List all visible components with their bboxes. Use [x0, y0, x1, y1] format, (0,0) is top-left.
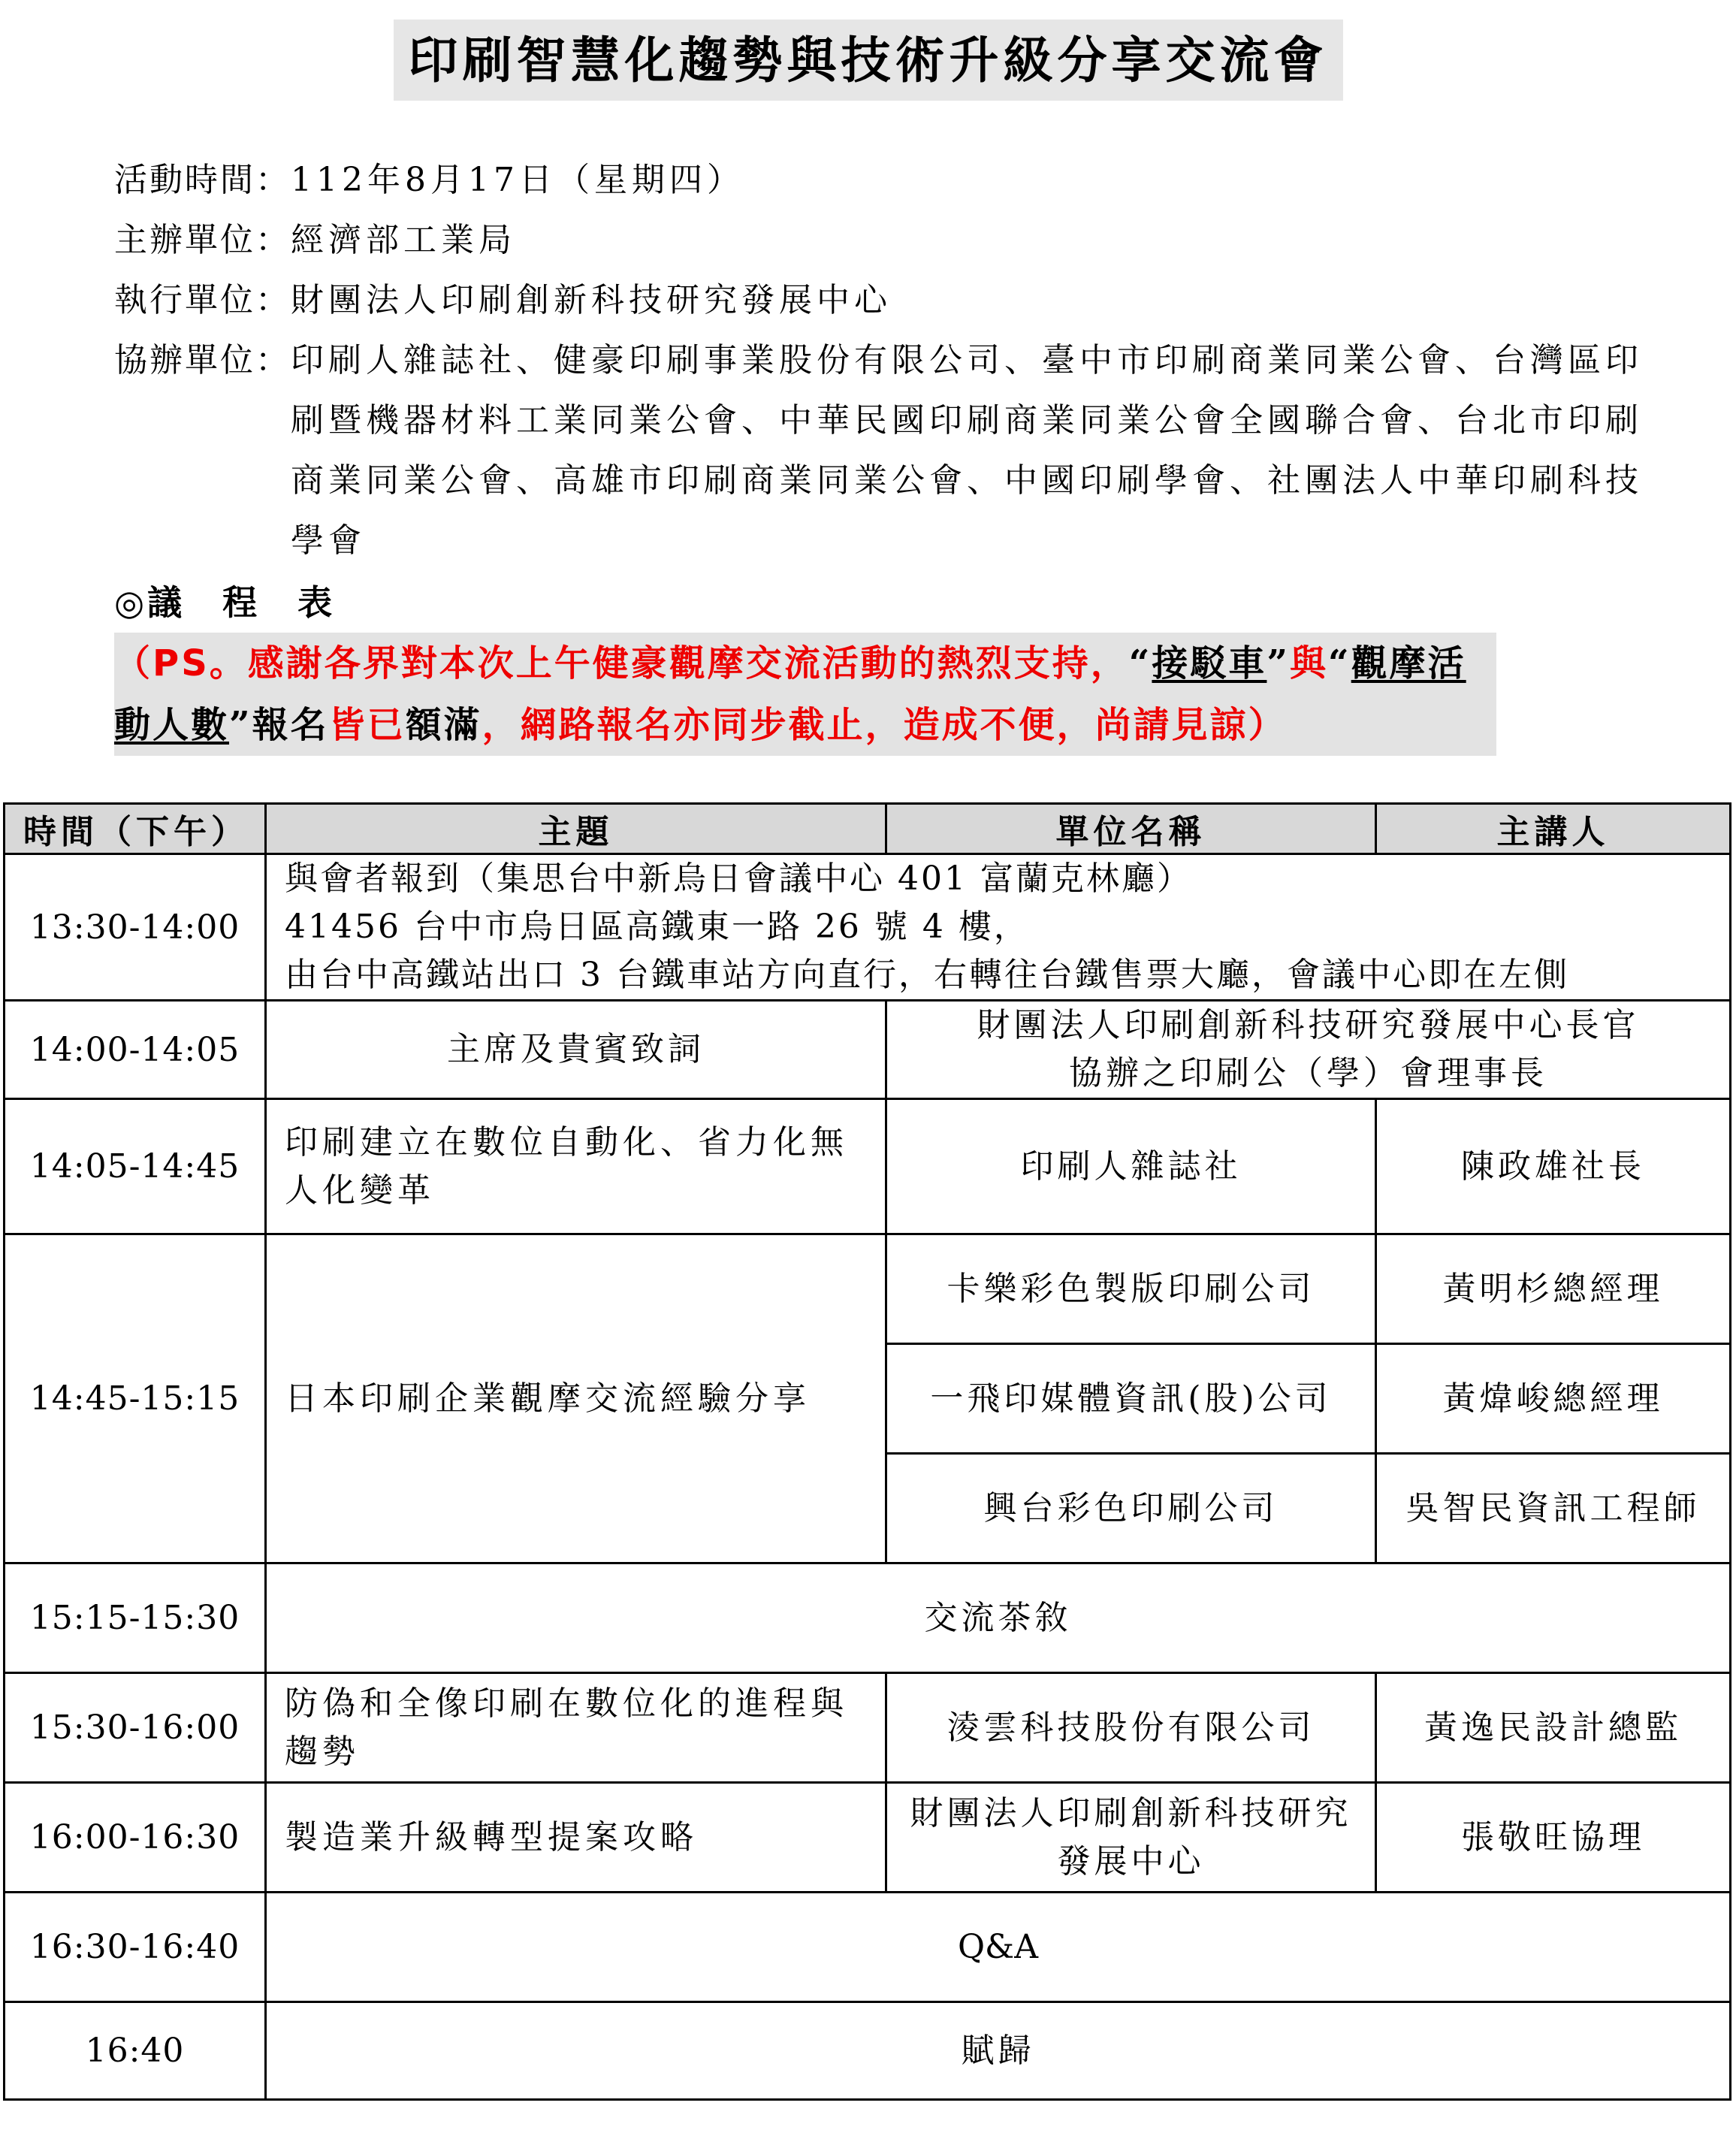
- header-topic: 主題: [266, 804, 886, 854]
- row-topic: 主席及貴賓致詞: [266, 1001, 886, 1099]
- row-time: 16:00-16:30: [5, 1783, 266, 1893]
- header-speaker: 主講人: [1376, 804, 1731, 854]
- ps-and: 與: [1290, 642, 1329, 684]
- row-time: 14:00-14:05: [5, 1001, 266, 1099]
- ps-visit-count: 觀摩活動人數: [114, 642, 1466, 746]
- row-topic: 賦歸: [266, 2002, 1731, 2100]
- ps-quote-open-2: “: [1328, 642, 1351, 684]
- row-time: 16:30-16:40: [5, 1893, 266, 2002]
- row-speaker: 黃逸民設計總監: [1376, 1673, 1731, 1783]
- executor-label: 執行單位：: [114, 281, 291, 319]
- page-title: 印刷智慧化趨勢與技術升級分享交流會: [394, 20, 1343, 101]
- row-unit: 一飛印媒體資訊(股)公司: [886, 1344, 1376, 1454]
- organizer-label: 主辦單位：: [114, 221, 291, 259]
- table-row: [5, 1783, 1731, 1893]
- info-organizer-row: [114, 210, 1647, 270]
- table-row: [5, 1893, 1731, 2002]
- table-row: [5, 2002, 1731, 2100]
- unit-line-2: 協辦之印刷公（學）會理事長: [1069, 1054, 1547, 1092]
- time-label: 活動時間：: [114, 161, 291, 199]
- ps-quote-close-1: ”: [1267, 642, 1291, 684]
- organizer-value: 經濟部工業局: [291, 221, 516, 259]
- table-row: [5, 1234, 1731, 1344]
- row-topic: 製造業升級轉型提案攻略: [266, 1783, 886, 1893]
- row-speaker: 吳智民資訊工程師: [1376, 1454, 1731, 1563]
- co-organizer-value: 印刷人雜誌社、健豪印刷事業股份有限公司、臺中市印刷商業同業公會、台灣區印刷暨機器材料工業同業公會、中華民國印刷商業同業公會全國聯合會、台北市印刷商業同業公會、高雄市印刷商業同業公會、中國印刷學會、社團法人中華印刷科技學會: [291, 341, 1643, 560]
- row-topic: Q&A: [266, 1893, 1731, 2002]
- row-unit: 興台彩色印刷公司: [886, 1454, 1376, 1563]
- row-speaker: 張敬旺協理: [1376, 1783, 1731, 1893]
- row-time: 16:40: [5, 2002, 266, 2100]
- ps-shuttle: 接駁車: [1152, 642, 1267, 684]
- row-unit: 印刷人雜誌社: [886, 1099, 1376, 1234]
- ps-notice: [114, 633, 1496, 756]
- row-topic: 印刷建立在數位自動化、省力化無人化變革: [266, 1099, 886, 1234]
- row-time: 14:45-15:15: [5, 1234, 266, 1563]
- registration-line-3: 由台中高鐵站出口 3 台鐵車站方向直行，右轉往台鐵售票大廳，會議中心即在左側: [285, 956, 1569, 994]
- table-row: [5, 854, 1731, 1001]
- row-speaker: 黃煒峻總經理: [1376, 1344, 1731, 1454]
- time-value: 112年8月17日（星期四）: [291, 161, 744, 199]
- info-time-row: [114, 150, 1647, 210]
- table-row: [5, 1001, 1731, 1099]
- row-topic: 防偽和全像印刷在數位化的進程與趨勢: [266, 1673, 886, 1783]
- ps-mark: PS。: [152, 642, 248, 684]
- row-time: 15:15-15:30: [5, 1563, 266, 1673]
- info-executor-row: [114, 270, 1647, 331]
- event-info: [114, 150, 1647, 756]
- row-time: 15:30-16:00: [5, 1673, 266, 1783]
- ps-part2: 皆已: [328, 704, 406, 746]
- ps-quote-close-2: ”: [229, 704, 252, 746]
- table-row: [5, 1673, 1731, 1783]
- title-wrap: [0, 20, 1736, 101]
- ps-quote-open-1: “: [1128, 642, 1152, 684]
- co-organizer-label: 協辦單位：: [114, 341, 291, 379]
- row-unit: 財團法人印刷創新科技研究發展中心: [886, 1783, 1376, 1893]
- ps-signup: 報名: [252, 704, 329, 746]
- ps-part3: ，網路報名亦同步截止，造成不便，尚請見諒）: [482, 704, 1287, 746]
- registration-cell: [266, 854, 1731, 1001]
- info-co-organizer-row: [114, 331, 1647, 571]
- row-topic: 日本印刷企業觀摩交流經驗分享: [266, 1234, 886, 1563]
- unit-line-1: 財團法人印刷創新科技研究發展中心長官: [977, 1006, 1640, 1044]
- registration-line-2: 41456 台中市烏日區高鐵東一路 26 號 4 樓，: [285, 908, 1029, 946]
- row-speaker: 陳政雄社長: [1376, 1099, 1731, 1234]
- table-header-row: [5, 804, 1731, 854]
- registration-line-1: 與會者報到（集思台中新烏日會議中心 401 富蘭克林廳）: [285, 859, 1192, 898]
- row-speaker: 黃明杉總經理: [1376, 1234, 1731, 1344]
- row-time: 13:30-14:00: [5, 854, 266, 1001]
- header-time: 時間（下午）: [5, 804, 266, 854]
- header-unit: 單位名稱: [886, 804, 1376, 854]
- agenda-heading: ◎議 程 表: [114, 582, 336, 623]
- ps-open: （: [114, 642, 153, 684]
- table-row: [5, 1563, 1731, 1673]
- agenda-table: [3, 802, 1731, 2101]
- table-row: [5, 1099, 1731, 1234]
- row-unit: [886, 1001, 1731, 1099]
- row-time: 14:05-14:45: [5, 1099, 266, 1234]
- row-topic: 交流茶敘: [266, 1563, 1731, 1673]
- ps-full: 額滿: [405, 704, 482, 746]
- ps-part1: 感謝各界對本次上午健豪觀摩交流活動的熱烈支持，: [247, 642, 1129, 684]
- row-unit: 卡樂彩色製版印刷公司: [886, 1234, 1376, 1344]
- row-unit: 淩雲科技股份有限公司: [886, 1673, 1376, 1783]
- executor-value: 財團法人印刷創新科技研究發展中心: [291, 281, 892, 319]
